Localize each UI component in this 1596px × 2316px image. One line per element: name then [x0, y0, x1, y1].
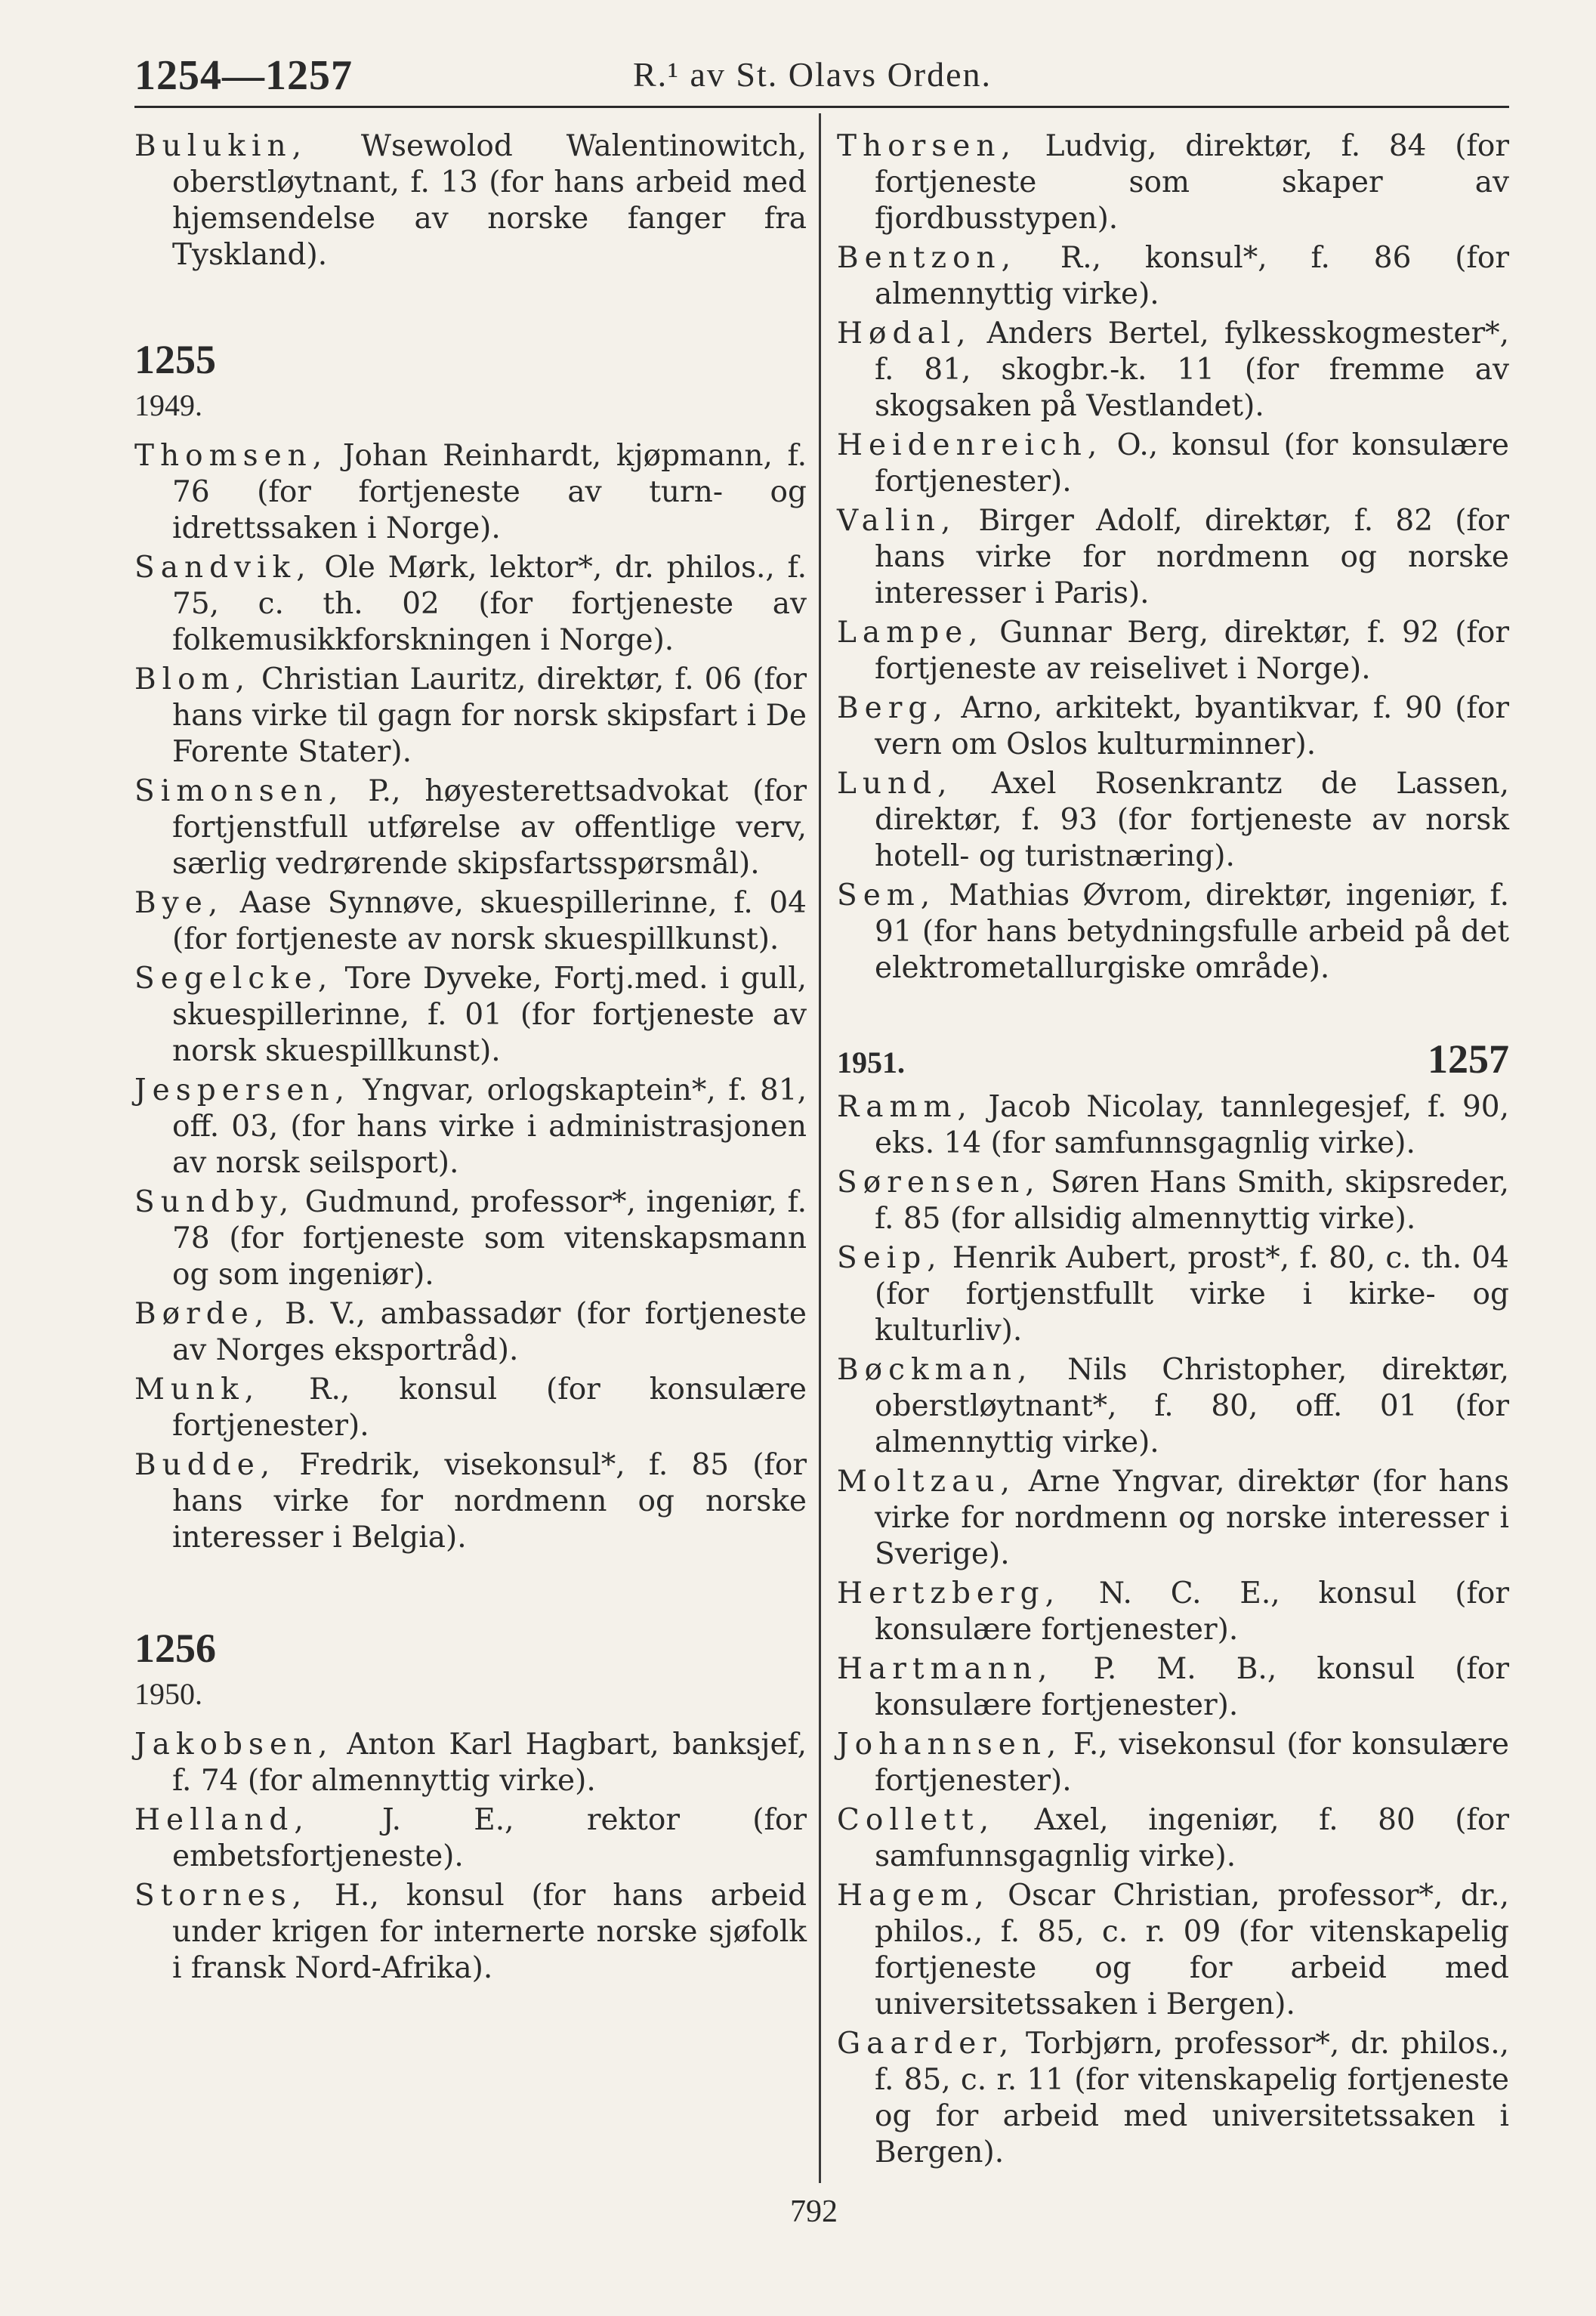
entry: [134, 1296, 807, 1369]
entry: [837, 1651, 1509, 1724]
entry-name: Bye,: [134, 886, 224, 920]
entry-text: R., konsul*, f. 86 (for almennyttig virke).: [875, 241, 1509, 311]
entry-text: O., konsul (for konsulære fortjenester).: [875, 428, 1509, 499]
entry: [837, 1802, 1509, 1875]
entry-name: Gaarder,: [837, 2027, 1015, 2061]
entry: [837, 1165, 1509, 1237]
entry: [837, 1240, 1509, 1349]
entry-text: Henrik Aubert, prost*, f. 80, c. th. 04 (for fortjenstfullt virke i kirke- og kulturliv).: [875, 1241, 1509, 1348]
entry-text: Axel, ingeniør, f. 80 (for samfunnsgagnlig virke).: [875, 1803, 1509, 1873]
right-intro-entries: [837, 128, 1509, 987]
entry-text: Fredrik, visekonsul*, f. 85 (for hans virke for nordmenn og norske interesser i Belgia).: [172, 1448, 807, 1555]
entry-name: Hertzberg,: [837, 1576, 1061, 1610]
entry-text: F., visekonsul (for konsulære fortjenester).: [875, 1728, 1509, 1798]
entry-name: Munk,: [134, 1373, 261, 1407]
entry-name: Simonsen,: [134, 774, 344, 808]
entry: [837, 1727, 1509, 1799]
entry: [837, 316, 1509, 425]
entry-name: Moltzau,: [837, 1465, 1016, 1499]
entry-name: Hagem,: [837, 1879, 990, 1913]
entry-name: Bøckman,: [837, 1353, 1033, 1387]
entry-name: Seip,: [837, 1241, 943, 1275]
section-number: 1255: [134, 337, 216, 382]
entry-name: Bentzon,: [837, 241, 1017, 275]
entry-name: Lampe,: [837, 616, 984, 650]
entry-text: Søren Hans Smith, skipsreder, f. 85 (for allsidig almennyttig virke).: [875, 1166, 1509, 1236]
entry: [134, 1727, 807, 1799]
entry-text: Ole Mørk, lektor*, dr. philos., f. 75, c. th. 02 (for fortjeneste av folkemusikkforskningen i Norge).: [172, 551, 807, 657]
entry-text: Anders Bertel, fylkesskogmester*, f. 81, skogbr.-k. 11 (for fremme av skogsaken på Vestlandet).: [875, 317, 1509, 423]
page-number: 792: [790, 2194, 838, 2229]
entry-name: Collett,: [837, 1803, 996, 1837]
entry-text: Birger Adolf, direktør, f. 82 (for hans virke for nordmenn og norske interesser i Paris).: [875, 504, 1509, 610]
entry-text: Axel Rosenkrantz de Lassen, direktør, f. 93 (for fortjeneste av norsk hotell- og turistnæring).: [875, 767, 1509, 873]
entry-name: Børde,: [134, 1297, 270, 1331]
entry: [837, 128, 1509, 237]
entry-text: Arne Yngvar, direktør (for hans virke for nordmenn og norske interesser i Sverige).: [875, 1465, 1509, 1571]
entry: [134, 1372, 807, 1444]
entry: [134, 1802, 807, 1875]
right-column: [837, 128, 1509, 2174]
entry-text: Torbjørn, professor*, dr. philos., f. 85, c. r. 11 (for vitenskapelig fortjeneste og for arbeid med universitetssaken i Bergen).: [875, 2027, 1509, 2169]
section-year: 1949.: [134, 388, 202, 422]
section-heading-row: [837, 1036, 1509, 1082]
entry-name: Sundby,: [134, 1185, 295, 1219]
entry: [837, 1352, 1509, 1461]
entry-text: Ludvig, direktør, f. 84 (for fortjeneste som skaper av fjordbusstypen).: [875, 129, 1509, 236]
entry-name: Jespersen,: [134, 1073, 351, 1107]
entry-text: Christian Lauritz, direktør, f. 06 (for hans virke til gagn for norsk skipsfart i De Forente Stater).: [172, 662, 807, 769]
entry-name: Segelcke,: [134, 962, 334, 996]
entry: [837, 615, 1509, 687]
entry-name: Ramm,: [837, 1090, 973, 1124]
section-1256: [134, 1626, 807, 1987]
entry-text: Arno, arkitekt, byantikvar, f. 90 (for vern om Oslos kulturminner).: [875, 691, 1509, 761]
entry-name: Hartmann,: [837, 1652, 1054, 1686]
entry: [134, 438, 807, 547]
entry: [837, 1464, 1509, 1573]
section-year: 1950.: [134, 1677, 202, 1711]
entry-text: P., høyesterettsadvokat (for fortjenstfull utførelse av offentlige verv, særlig vedrørende skipsfartsspørsmål).: [172, 774, 807, 881]
entry-name: Helland,: [134, 1803, 310, 1837]
entry: [837, 503, 1509, 612]
entry-text: P. M. B., konsul (for konsulære fortjenester).: [875, 1652, 1509, 1722]
entry: [837, 1089, 1509, 1162]
entry: [837, 1878, 1509, 2023]
entry: [837, 1576, 1509, 1648]
entry-text: R., konsul (for konsulære fortjenester).: [172, 1373, 807, 1443]
left-intro-entries: [134, 128, 807, 273]
entry-name: Sandvik,: [134, 551, 312, 585]
section-number: 1256: [134, 1626, 216, 1671]
entry: [134, 1878, 807, 1987]
entry-name: Hødal,: [837, 317, 972, 350]
entry-name: Stornes,: [134, 1879, 308, 1913]
section-number: 1257: [1428, 1036, 1509, 1082]
left-column: [134, 128, 807, 1990]
entry-name: Sem,: [837, 879, 937, 913]
entry: [837, 428, 1509, 500]
column-divider: [819, 113, 821, 2183]
section-year: 1951.: [837, 1045, 905, 1079]
entry-name: Thorsen,: [837, 129, 1017, 163]
entry-text: Anton Karl Hagbart, banksjef, f. 74 (for almennyttig virke).: [172, 1728, 807, 1798]
entry-name: Heidenreich,: [837, 428, 1104, 462]
entry-name: Thomsen,: [134, 439, 329, 473]
entry: [134, 1447, 807, 1556]
entry: [837, 240, 1509, 313]
entry-text: Jacob Nicolay, tannlegesjef, f. 90, eks. 14 (for samfunnsgagnlig virke).: [875, 1090, 1509, 1160]
running-title: R.¹ av St. Olavs Orden.: [633, 55, 992, 94]
page-header: [134, 47, 1509, 107]
entry: [134, 1184, 807, 1293]
entry-text: Yngvar, orlogskaptein*, f. 81, off. 03, (for hans virke i administrasjonen av norsk seilsport).: [172, 1073, 807, 1180]
entry-text: J. E., rektor (for embetsfortjeneste).: [172, 1803, 807, 1873]
entry: [837, 2026, 1509, 2171]
entry-name: Lund,: [837, 767, 953, 801]
section-1257: [837, 1036, 1509, 2171]
entry-text: Gunnar Berg, direktør, f. 92 (for fortjeneste av reiselivet i Norge).: [875, 616, 1509, 686]
entry-name: Valin,: [837, 504, 957, 538]
entry-text: Gudmund, professor*, ingeniør, f. 78 (for fortjeneste som vitenskapsmann og som ingeniør).: [172, 1185, 807, 1292]
entry-text: B. V., ambassadør (for fortjeneste av Norges eksportråd).: [172, 1297, 807, 1367]
section-1255: [134, 337, 807, 1556]
entry-text: Tore Dyveke, Fortj.med. i gull, skuespillerinne, f. 01 (for fortjeneste av norsk skuespillkunst).: [172, 962, 807, 1068]
entry-name: Budde,: [134, 1448, 276, 1482]
entry-name: Blom,: [134, 662, 251, 696]
entry: [134, 885, 807, 958]
entry: [837, 766, 1509, 875]
entry-text: N. C. E., konsul (for konsulære fortjenester).: [875, 1576, 1509, 1647]
entry: [134, 128, 807, 273]
entry: [837, 690, 1509, 763]
entry-text: Wsewolod Walentinowitch, oberstløytnant, f. 13 (for hans arbeid med hjemsendelse av norske fanger fra Tyskland).: [172, 129, 807, 272]
page-range: 1254—1257: [134, 52, 353, 99]
entry-text: Oscar Christian, professor*, dr., philos., f. 85, c. r. 09 (for vitenskapelig fortjeneste og for arbeid med universitetssaken i Bergen).: [875, 1879, 1509, 2021]
entry-text: Mathias Øvrom, direktør, ingeniør, f. 91 (for hans betydningsfulle arbeid på det elektrometallurgiske område).: [875, 879, 1509, 985]
entry: [837, 878, 1509, 987]
entry: [134, 550, 807, 659]
entry: [134, 774, 807, 882]
entry-text: Johan Reinhardt, kjøpmann, f. 76 (for fortjeneste av turn- og idrettssaken i Norge).: [172, 439, 807, 545]
entry-name: Bulukin,: [134, 129, 307, 163]
header-rule: [134, 106, 1509, 108]
entry-name: Johannsen,: [837, 1728, 1063, 1762]
entry-name: Berg,: [837, 691, 949, 725]
entry-text: Nils Christopher, direktør, oberstløytnant*, f. 80, off. 01 (for almennyttig virke).: [875, 1353, 1509, 1459]
entry-text: H., konsul (for hans arbeid under krigen for internerte norske sjøfolk i fransk Nord-Afrika).: [172, 1879, 807, 1985]
entry-name: Sørensen,: [837, 1166, 1041, 1200]
entry-name: Jakobsen,: [134, 1728, 334, 1762]
entry: [134, 662, 807, 770]
entry: [134, 961, 807, 1070]
entry-text: Aase Synnøve, skuespillerinne, f. 04 (for fortjeneste av norsk skuespillkunst).: [172, 886, 807, 956]
entry: [134, 1073, 807, 1181]
